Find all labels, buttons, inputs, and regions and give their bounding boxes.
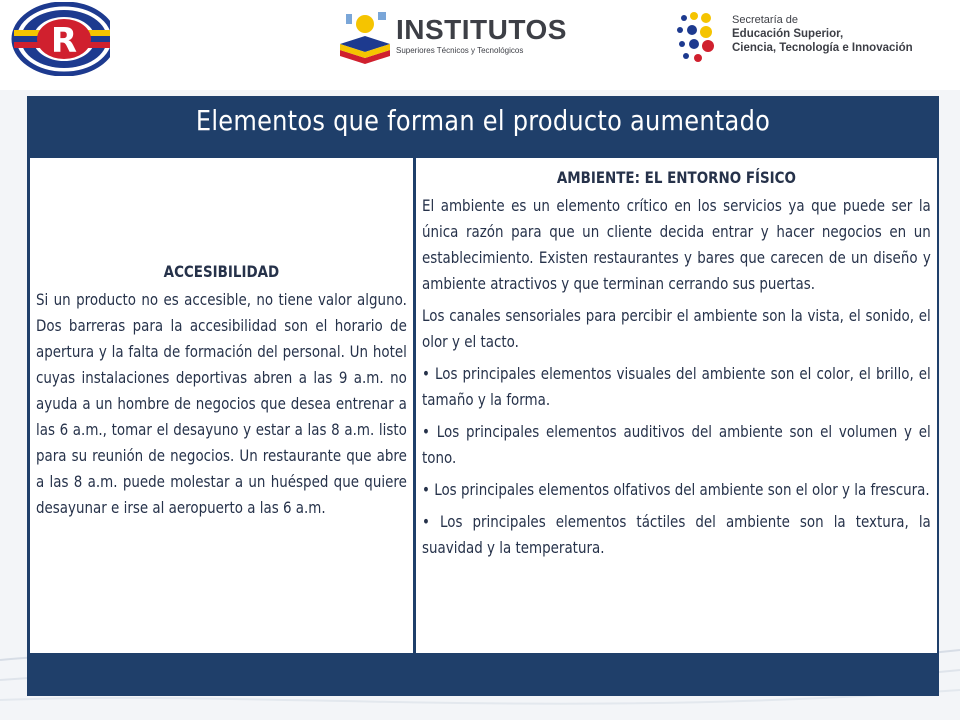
- ambiente-intro: El ambiente es un elemento crítico en los servicios ya que puede ser la única razón para que un cliente decida entrar y hacer negocios en un establecimiento. Existen restaurantes y bares que carecen de un diseño y ambiente atractivos y que terminan cerrando sus puertas.: [422, 196, 931, 293]
- slide-panel: [27, 96, 939, 696]
- header-bar: [0, 0, 960, 90]
- accesibilidad-body: Si un producto no es accesible, no tiene valor alguno. Dos barreras para la accesibilidad son el horario de apertura y la falta de formación del personal. Un hotel cuyas instalaciones deportivas abren a las 9 a.m. no ayuda a un hombre de negocios que desea entrenar a las 6 a.m., tomar el desayuno y estar a las 8 a.m. listo para su reunión de negocios. Un restaurante que abre a las 8 a.m. puede molestar a un huésped que quiere desayunar e irse al aeropuerto a las 6 a.m.: [36, 290, 407, 517]
- ambiente-channels: Los canales sensoriales para percibir el ambiente son la vista, el sonido, el olor y el tacto.: [422, 306, 931, 351]
- bullet-visual: • Los principales elementos visuales del ambiente son el color, el brillo, el tamaño y la forma.: [422, 364, 931, 409]
- r-seal-logo: [6, 2, 110, 76]
- institutos-emblem-icon: [336, 6, 394, 70]
- bullet-tactil: • Los principales elementos táctiles del ambiente son la textura, la suavidad y la temperatura.: [422, 512, 931, 557]
- institutos-logo: [336, 6, 567, 70]
- institutos-title: INSTITUTOS: [396, 14, 567, 45]
- institutos-subtitle: Superiores Técnicos y Tecnológicos: [396, 46, 524, 55]
- secretaria-dots-icon: [674, 8, 726, 68]
- secretaria-logo: [674, 8, 924, 68]
- bullet-olfativo: • Los principales elementos olfativos del ambiente son el olor y la frescura.: [422, 480, 930, 499]
- bullet-auditivo: • Los principales elementos auditivos del ambiente son el volumen y el tono.: [422, 422, 931, 467]
- logo-r-letter: R: [50, 21, 78, 61]
- accesibilidad-column: [30, 158, 413, 653]
- ambiente-column: [416, 158, 937, 653]
- slide-title: Elementos que forman el producto aumentado: [195, 104, 771, 137]
- secretaria-line-3: Ciencia, Tecnología e Innovación: [732, 42, 913, 54]
- accesibilidad-heading: ACCESIBILIDAD: [163, 262, 280, 281]
- secretaria-line-2: Educación Superior,: [732, 28, 844, 40]
- secretaria-line-1: Secretaría de: [732, 14, 799, 26]
- ambiente-heading: AMBIENTE: EL ENTORNO FÍSICO: [556, 168, 796, 187]
